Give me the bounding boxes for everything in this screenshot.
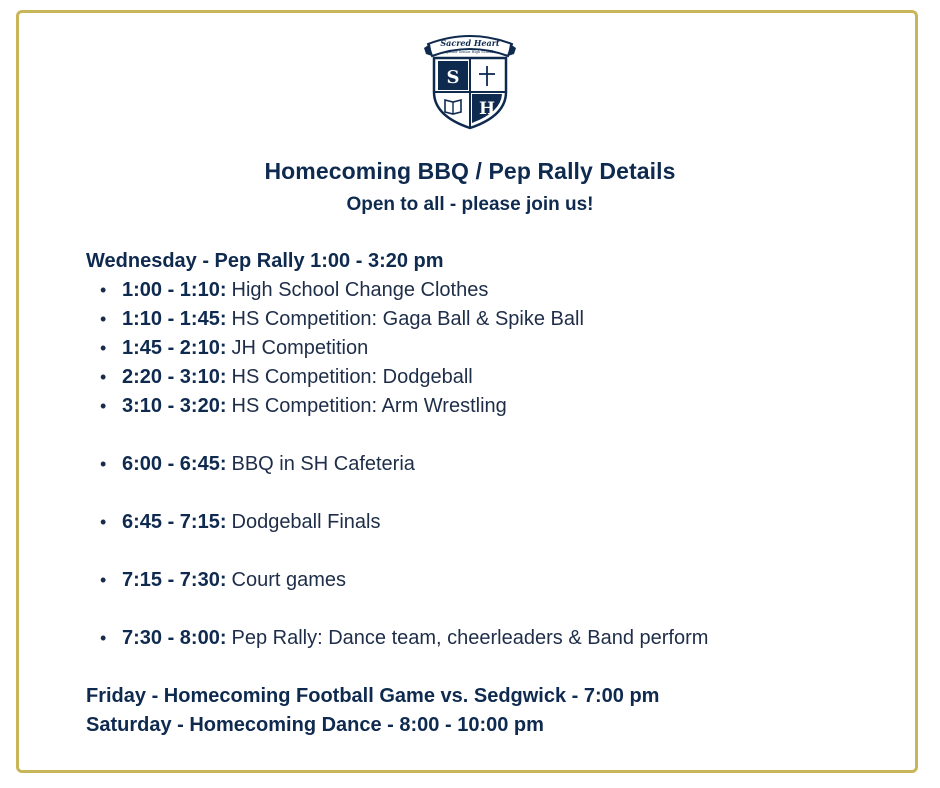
schedule-desc: HS Competition: Gaga Ball & Spike Ball (231, 308, 584, 330)
schedule-time: 7:15 - 7:30: (122, 569, 227, 591)
bullet-icon: • (100, 512, 107, 532)
schedule-time: 7:30 - 8:00: (122, 627, 227, 649)
schedule-time: 1:10 - 1:45: (122, 308, 227, 330)
schedule-desc: JH Competition (231, 337, 369, 359)
schedule-item (100, 453, 415, 476)
bullet-icon: • (100, 570, 107, 590)
schedule-desc: High School Change Clothes (231, 279, 489, 301)
svg-text:Sacred Heart: Sacred Heart (440, 38, 500, 48)
schedule-desc: Dodgeball Finals (231, 511, 381, 533)
schedule-time: 6:45 - 7:15: (122, 511, 227, 533)
bullet-icon: • (100, 454, 107, 474)
svg-text:S: S (446, 67, 460, 88)
schedule-item (100, 569, 346, 592)
schedule-time: 1:45 - 2:10: (122, 337, 227, 359)
schedule-item (100, 308, 584, 331)
schedule-item (100, 337, 368, 360)
bullet-icon: • (100, 280, 107, 300)
schedule-time: 1:00 - 1:10: (122, 279, 227, 301)
page-subtitle: Open to all - please join us! (346, 194, 594, 215)
svg-text:H: H (478, 99, 496, 119)
bullet-icon: • (100, 338, 107, 358)
schedule-time: 3:10 - 3:20: (122, 395, 227, 417)
saturday-heading: Saturday - Homecoming Dance - 8:00 - 10:00 pm (86, 714, 544, 736)
bullet-icon: • (100, 396, 107, 416)
schedule-desc: Pep Rally: Dance team, cheerleaders & Band perform (231, 627, 709, 649)
svg-text:Junior Senior High School: Junior Senior High School (446, 50, 494, 54)
schedule-item (100, 279, 488, 302)
schedule-desc: HS Competition: Arm Wrestling (231, 395, 507, 417)
schedule-time: 6:00 - 6:45: (122, 453, 227, 475)
schedule-item (100, 395, 507, 418)
bullet-icon: • (100, 367, 107, 387)
bullet-icon: • (100, 309, 107, 329)
schedule-desc: BBQ in SH Cafeteria (231, 453, 415, 475)
schedule-desc: Court games (231, 569, 346, 591)
friday-heading: Friday - Homecoming Football Game vs. Sedgwick - 7:00 pm (86, 685, 660, 707)
schedule-desc: HS Competition: Dodgeball (231, 366, 473, 388)
schedule-item (100, 627, 708, 650)
school-crest-logo (420, 30, 520, 130)
schedule-item (100, 511, 380, 534)
bullet-icon: • (100, 628, 107, 648)
page-title: Homecoming BBQ / Pep Rally Details (264, 158, 676, 184)
schedule-item (100, 366, 473, 389)
schedule-time: 2:20 - 3:10: (122, 366, 227, 388)
wednesday-heading: Wednesday - Pep Rally 1:00 - 3:20 pm (86, 250, 444, 272)
